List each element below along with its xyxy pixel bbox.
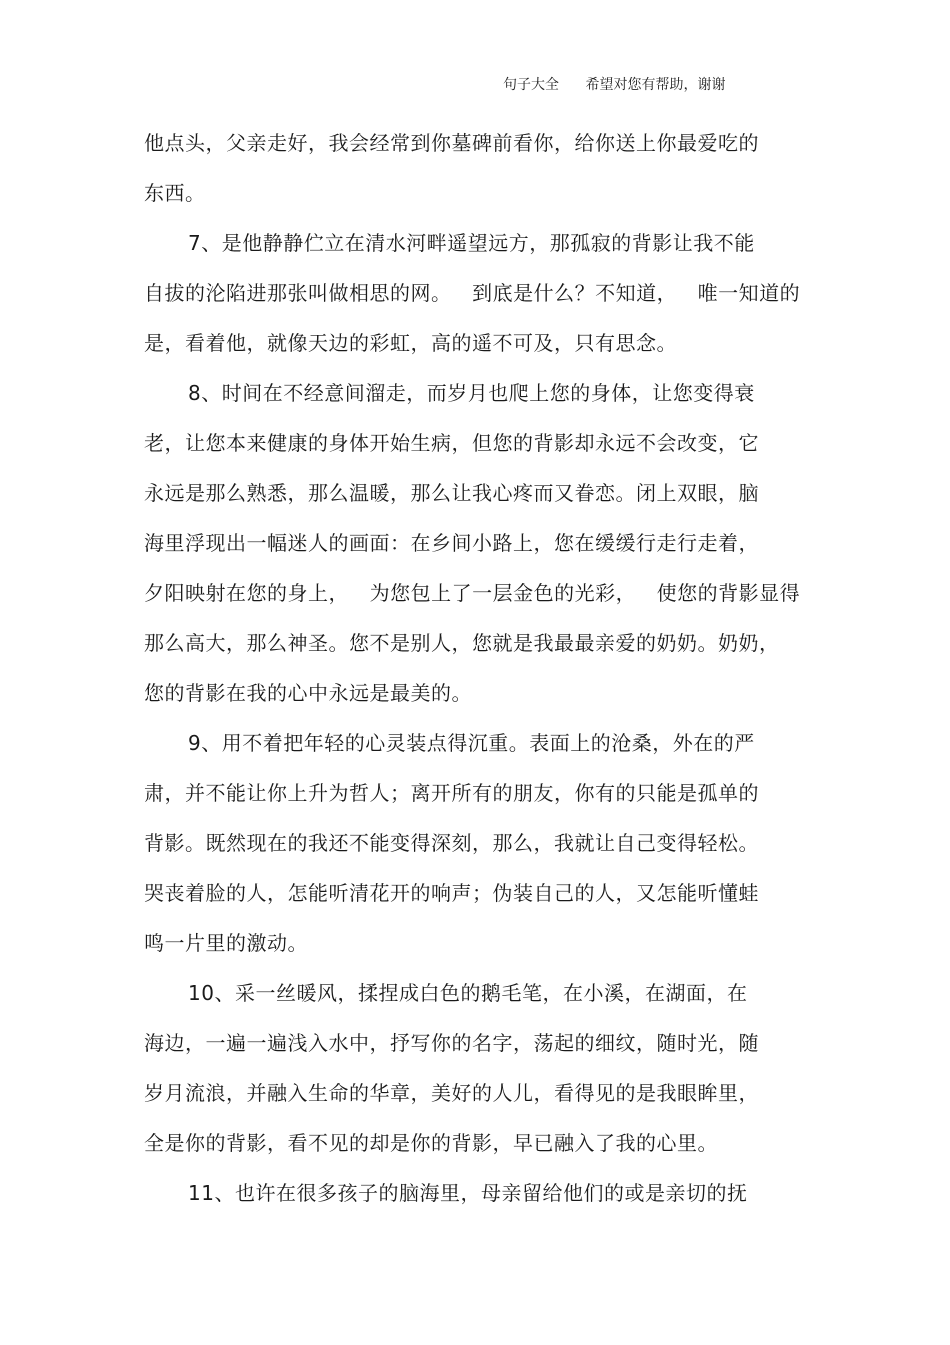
text-line: 背影。既然现在的我还不能变得深刻，那么，我就让自己变得轻松。 (144, 831, 759, 855)
text-line: 您的背影在我的心中永远是最美的。 (144, 681, 472, 705)
text-line: 全是你的背影，看不见的却是你的背影，早已融入了我的心里。 (144, 1131, 718, 1155)
text-line: 永远是那么熟悉，那么温暖，那么让我心疼而又眷恋。闭上双眼，脑 (144, 481, 759, 505)
text-line: 夕阳映射在您的身上， 为您包上了一层金色的光彩， 使您的背影显得 (144, 581, 801, 605)
paragraph-start-line: 8、时间在不经意间溜走，而岁月也爬上您的身体，让您变得衰 (188, 381, 755, 405)
text-line: 他点头，父亲走好，我会经常到你墓碑前看你，给你送上你最爱吃的 (144, 131, 759, 155)
text-line: 肃，并不能让你上升为哲人；离开所有的朋友，你有的只能是孤单的 (144, 781, 759, 805)
text-line: 哭丧着脸的人，怎能听清花开的响声；伪装自己的人，又怎能听懂蛙 (144, 881, 759, 905)
text-line: 海里浮现出一幅迷人的画面：在乡间小路上，您在缓缓行走行走着， (144, 531, 759, 555)
paragraph-start-line: 9、用不着把年轻的心灵装点得沉重。表面上的沧桑，外在的严 (188, 731, 755, 755)
page-header (503, 74, 725, 94)
text-line: 是，看着他，就像天边的彩虹，高的遥不可及，只有思念。 (144, 331, 677, 355)
paragraph-start-line: 11、也许在很多孩子的脑海里，母亲留给他们的或是亲切的抚 (188, 1181, 748, 1205)
paragraph-start-line: 10、采一丝暖风，揉捏成白色的鹅毛笔，在小溪，在湖面，在 (188, 981, 748, 1005)
text-line: 鸣一片里的激动。 (144, 931, 308, 955)
text-line: 海边，一遍一遍浅入水中，抒写你的名字，荡起的细纹，随时光，随 (144, 1031, 759, 1055)
paragraph-start-line: 7、是他静静伫立在清水河畔遥望远方，那孤寂的背影让我不能 (188, 231, 755, 255)
text-line: 岁月流浪，并融入生命的华章，美好的人儿，看得见的是我眼眸里， (144, 1081, 759, 1105)
text-line: 自拔的沦陷进那张叫做相思的网。 到底是什么？不知道， 唯一知道的 (144, 281, 801, 305)
header-left-text: 句子大全 (503, 77, 559, 93)
text-line: 东西。 (144, 181, 206, 205)
text-line: 那么高大，那么神圣。您不是别人，您就是我最最亲爱的奶奶。奶奶， (144, 631, 780, 655)
document-body (144, 118, 824, 1218)
text-line: 老，让您本来健康的身体开始生病，但您的背影却永远不会改变，它 (144, 431, 759, 455)
header-right-text: 希望对您有帮助，谢谢 (585, 77, 726, 93)
